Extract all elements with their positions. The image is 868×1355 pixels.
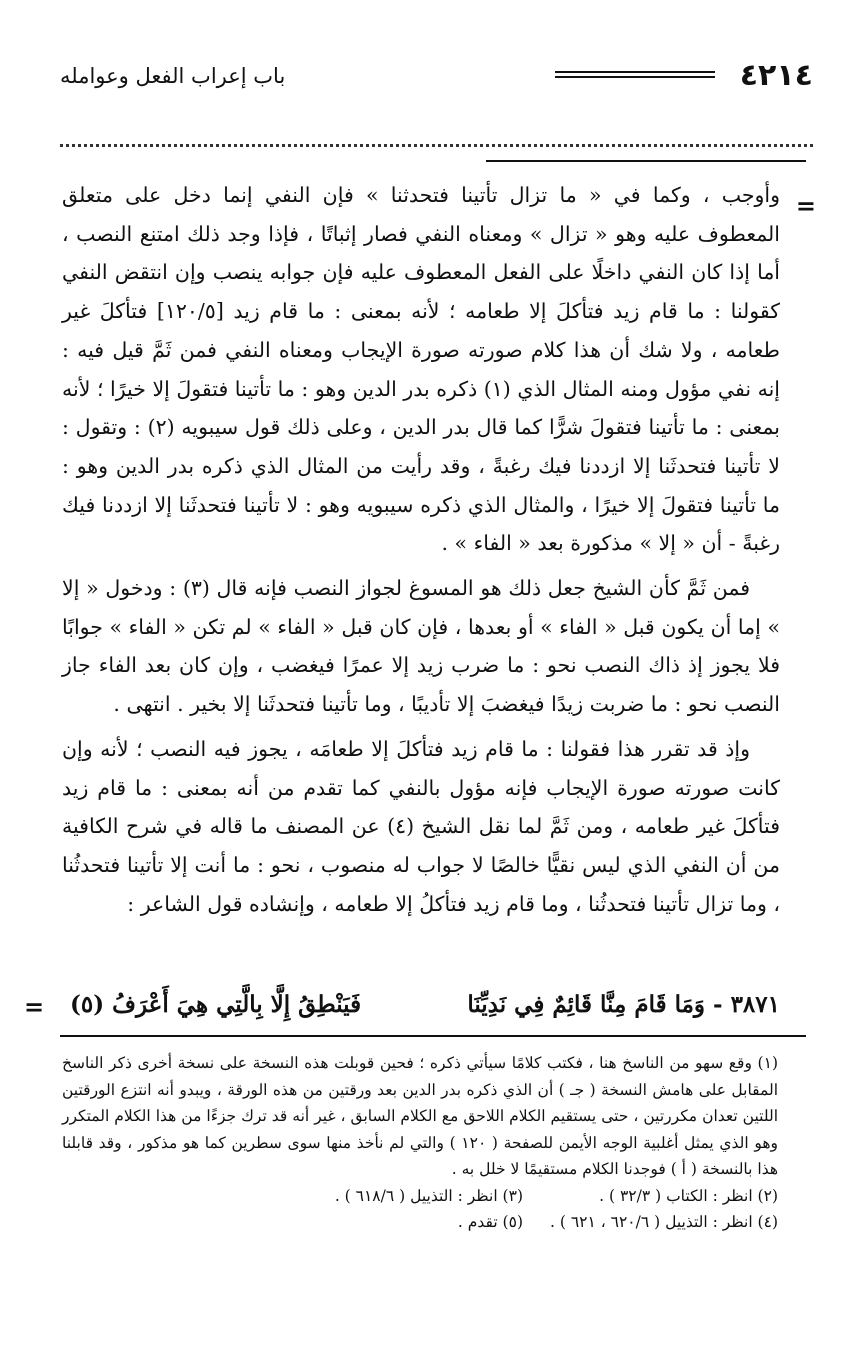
page-header xyxy=(60,58,813,94)
verse-second-hemistich: فَيَنْطِقُ إِلَّا بِالَّتِي هِيَ أَعْرَفُ (٥) xyxy=(70,991,362,1018)
footnote-rule xyxy=(60,1035,806,1037)
footnote-3: (٣) انظر : التذييل ( ٦١٨/٦ ) . xyxy=(334,1186,523,1205)
footnote-5: (٥) تقدم . xyxy=(457,1213,523,1231)
top-rule xyxy=(486,160,806,162)
dotted-separator xyxy=(60,134,813,147)
paragraph-2: فمن ثَمَّ كأن الشيخ جعل ذلك هو المسوغ لجواز النصب فإنه قال (٣) : ودخول « إلا » إما أن يكون قبل « الفاء » أو بعدها ، فإن كان قبل « الفاء » لم تكن « الفاء » جوابًا فلا يجوز إذ ذاك النصب نحو : ما ضرب زيد إلا عمرًا فيغضب ، وإن كان بعد الفاء جاز النصب نحو : ما ضربت زيدًا فيغضبَ إلا تأديبًا ، وما تأتينا فتحدثَنا إلا بخير . انتهى . xyxy=(62,576,780,717)
chapter-title: باب إعراب الفعل وعوامله xyxy=(60,64,286,88)
footnote-row-2-3 xyxy=(62,1183,778,1210)
footnotes xyxy=(62,1050,778,1236)
main-text xyxy=(62,176,780,923)
footnote-1: (١) وقع سهو من الناسخ هنا ، فكتب كلامًا سيأتي ذكره ؛ فحين قوبلت هذه النسخة على نسخة أخرى ذكر الناسخ المقابل على هامش النسخة ( جـ ) أن الذي ذكره بدر الدين بعد ورقتين من هذه الورقة ، ويبدو أنه انتزع الورقتين اللتين تعدان مكررتين ، حتى يستقيم الكلام اللاحق مع الكلام السابق ، غير أنه قد ترك جزءًا من هذا الكلام المتكرر وهو الذي يمثل أغلبية الوجه الأيمن للصفحة ( ١٢٠ ) والتي لم نأخذ منها سوى سطرين كما هو مذكور ، وقد قابلنا هذا بالنسخة ( أ ) فوجدنا الكلام مستقيمًا لا خلل به . xyxy=(62,1054,778,1178)
verse-first-hemistich: ٣٨٧١ - وَمَا قَامَ مِنَّا قَائِمٌ فِي نَدِيِّنَا xyxy=(467,991,780,1018)
footnote-4: (٤) انظر : التذييل ( ٦٢٠/٦ ، ٦٢١ ) . xyxy=(549,1213,778,1231)
header-rule xyxy=(555,71,715,78)
paragraph-3: وإذ قد تقرر هذا فقولنا : ما قام زيد فتأكلَ إلا طعامَه ، يجوز فيه النصب ؛ لأنه وإن كانت صورته صورة الإيجاب فإنه مؤول بالنفي كما تقدم من أنه بمعنى : ما قام زيد فتأكلَ غير طعامه ، ومن ثَمَّ لما نقل الشيخ (٤) عن المصنف ما قاله في شرح الكافية من أن النفي الذي ليس نقيًّا خالصًا لا جواب له منصوب ، نحو : ما أنت إلا تأتينا فتحدثُنا ، وما تزال تأتينا فتحدثُنا ، وما قام زيد فتأكلُ إلا طعامه ، وإنشاده قول الشاعر : xyxy=(62,736,780,916)
continuation-marker-top: = xyxy=(795,191,816,220)
footnote-2: (٢) انظر : الكتاب ( ٣٢/٣ ) . xyxy=(599,1186,778,1205)
continuation-marker-verse: = xyxy=(24,992,45,1021)
footnote-row-4-5 xyxy=(62,1209,778,1236)
paragraph-1: وأوجب ، وكما في « ما تزال تأتينا فتحدثنا » فإن النفي إنما دخل على متعلق المعطوف عليه وهو « تزال » ومعناه النفي فصار إثباتًا ، فإذا وجد ذلك امتنع النصب ، أما إذا كان النفي داخلًا على الفعل المعطوف عليه فإن جوابه ينصب وإن انتقض النفي كقولنا : ما قام زيد فتأكلَ إلا طعامه ؛ لأنه بمعنى : ما قام زيد [١٢٠/٥] فتأكلَ غير طعامه ، ولا شك أن هذا كلام صورته صورة الإيجاب ومعناه النفي فمن ثَمَّ قيل فيه : إنه نفي مؤول ومنه المثال الذي (١) ذكره بدر الدين وهو : ما تأتينا فتقولَ إلا خيرًا ؛ لأنه بمعنى : ما تأتينا فتقولَ شرًّا كما قال بدر الدين ، وعلى ذلك قول سيبويه (٢) : وتقول : لا تأتينا فتحدثَنا إلا ازددنا فيك رغبةً ، وقد رأيت من المثال الذي ذكره بدر الدين وهو : ما تأتينا فتقولَ إلا خيرًا ، والمثال الذي ذكره سيبويه وهو : لا تأتينا فتحدثَنا إلا ازددنا فيك رغبةً - أن « إلا » مذكورة بعد « الفاء » . xyxy=(62,183,780,556)
page-number: ٤٢١٤ xyxy=(739,58,813,93)
poetry-verse xyxy=(70,985,780,1025)
